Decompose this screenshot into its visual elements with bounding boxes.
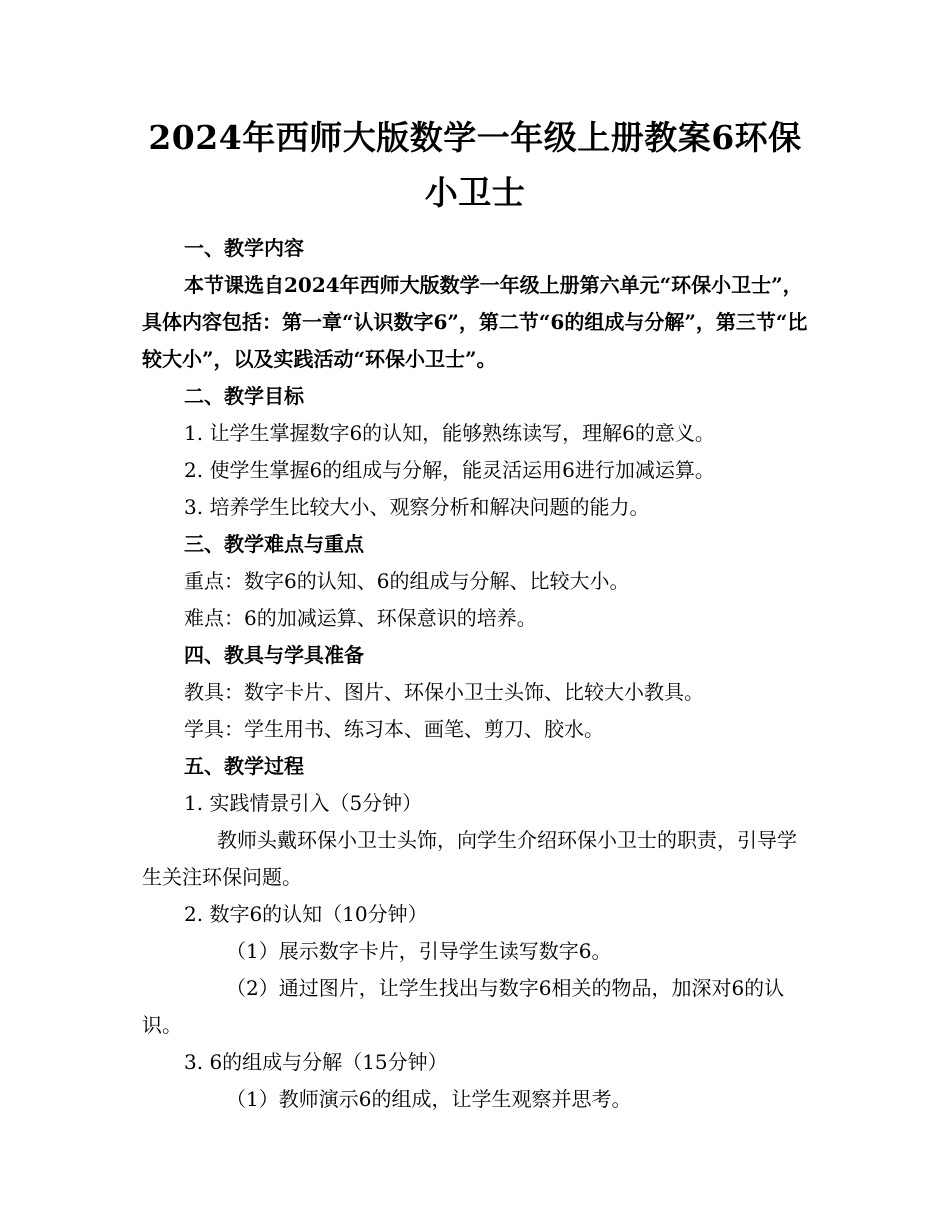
document-body: [142, 230, 808, 1118]
teaching-aids-line: 教具：数字卡片、图片、环保小卫士头饰、比较大小教具。: [184, 680, 704, 704]
section-heading: 四、教具与学具准备: [184, 643, 364, 667]
key-point-line: 重点：数字6的认知、6的组成与分解、比较大小。: [184, 569, 630, 593]
list-item: 1. 让学生掌握数字6的认知，能够熟练读写，理解6的意义。: [184, 421, 715, 445]
difficulty-line: 难点：6的加减运算、环保意识的培养。: [184, 606, 537, 630]
process-substep: （1）教师演示6的组成，让学生观察并思考。: [226, 1087, 632, 1111]
process-step: 3. 6的组成与分解（15分钟）: [184, 1050, 448, 1074]
section-heading: 五、教学过程: [184, 754, 304, 778]
process-substep: （2）通过图片，让学生找出与数字6相关的物品，加深对6的认识。: [142, 976, 785, 1037]
process-substep: （1）展示数字卡片，引导学生读写数字6。: [226, 939, 612, 963]
process-step: 1. 实践情景引入（5分钟）: [184, 791, 423, 815]
process-step: 2. 数字6的认知（10分钟）: [184, 902, 428, 926]
list-item: 2. 使学生掌握6的组成与分解，能灵活运用6进行加减运算。: [184, 458, 715, 482]
student-tools-line: 学具：学生用书、练习本、画笔、剪刀、胶水。: [184, 717, 604, 741]
list-item: 3. 培养学生比较大小、观察分析和解决问题的能力。: [184, 495, 650, 519]
section-heading: 三、教学难点与重点: [184, 532, 364, 556]
process-paragraph: 教师头戴环保小卫士头饰，向学生介绍环保小卫士的职责，引导学生关注环保问题。: [142, 828, 797, 889]
content-paragraph: 本节课选自2024年西师大版数学一年级上册第六单元“环保小卫士”，具体内容包括：第一章“认识数字6”，第二节“6的组成与分解”，第三节“比较大小”，以及实践活动“环保小卫士”。: [142, 273, 808, 371]
document-title: 2024年西师大版数学一年级上册教案6环保小卫士: [148, 118, 802, 212]
section-heading: 二、教学目标: [184, 384, 304, 408]
section-heading: 一、教学内容: [184, 236, 304, 260]
